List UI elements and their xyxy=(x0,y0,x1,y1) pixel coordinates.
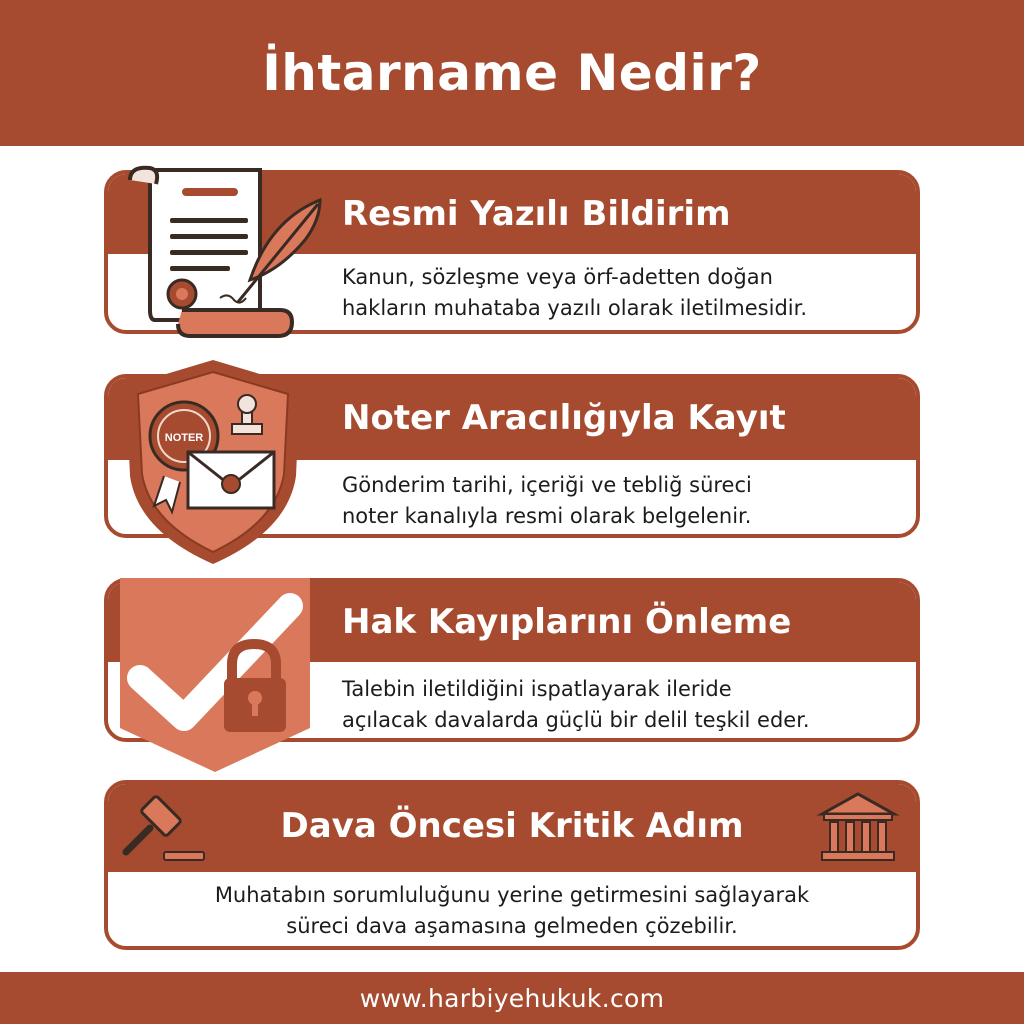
card-title: Resmi Yazılı Bildirim xyxy=(342,194,731,234)
document-quill-icon xyxy=(120,160,330,350)
card-description-line: Kanun, sözleşme veya örf-adetten doğan xyxy=(342,265,773,289)
header-banner xyxy=(0,0,1024,146)
card-description-line: noter kanalıyla resmi olarak belgelenir. xyxy=(342,504,752,528)
seal-label: NOTER xyxy=(164,432,204,444)
courthouse-icon xyxy=(816,790,900,868)
card-description-line: hakların muhataba yazılı olarak iletilmesidir. xyxy=(342,296,807,320)
card-title: Dava Öncesi Kritik Adım xyxy=(280,806,744,846)
card-description-line: açılacak davalarda güçlü bir delil teşkil eder. xyxy=(342,708,810,732)
card-description-line: Gönderim tarihi, içeriği ve tebliğ süreci xyxy=(342,473,752,497)
card-description-line: süreci dava aşamasına gelmeden çözebilir. xyxy=(286,914,738,938)
card-dava-oncesi-kritik-adim xyxy=(104,780,920,950)
card-description-line: Muhatabın sorumluluğunu yerine getirmesini sağlayarak xyxy=(214,883,810,907)
card-title: Hak Kayıplarını Önleme xyxy=(342,602,792,642)
notary-shield-icon xyxy=(118,356,308,568)
card-description-line: Talebin iletildiğini ispatlayarak ileride xyxy=(342,677,732,701)
checkmark-lock-icon xyxy=(120,578,312,774)
footer-banner xyxy=(0,972,1024,1024)
page-title: İhtarname Nedir? xyxy=(262,44,762,102)
card-title: Noter Aracılığıyla Kayıt xyxy=(342,398,786,438)
footer-website-link[interactable]: www.harbiyehukuk.com xyxy=(359,983,665,1013)
